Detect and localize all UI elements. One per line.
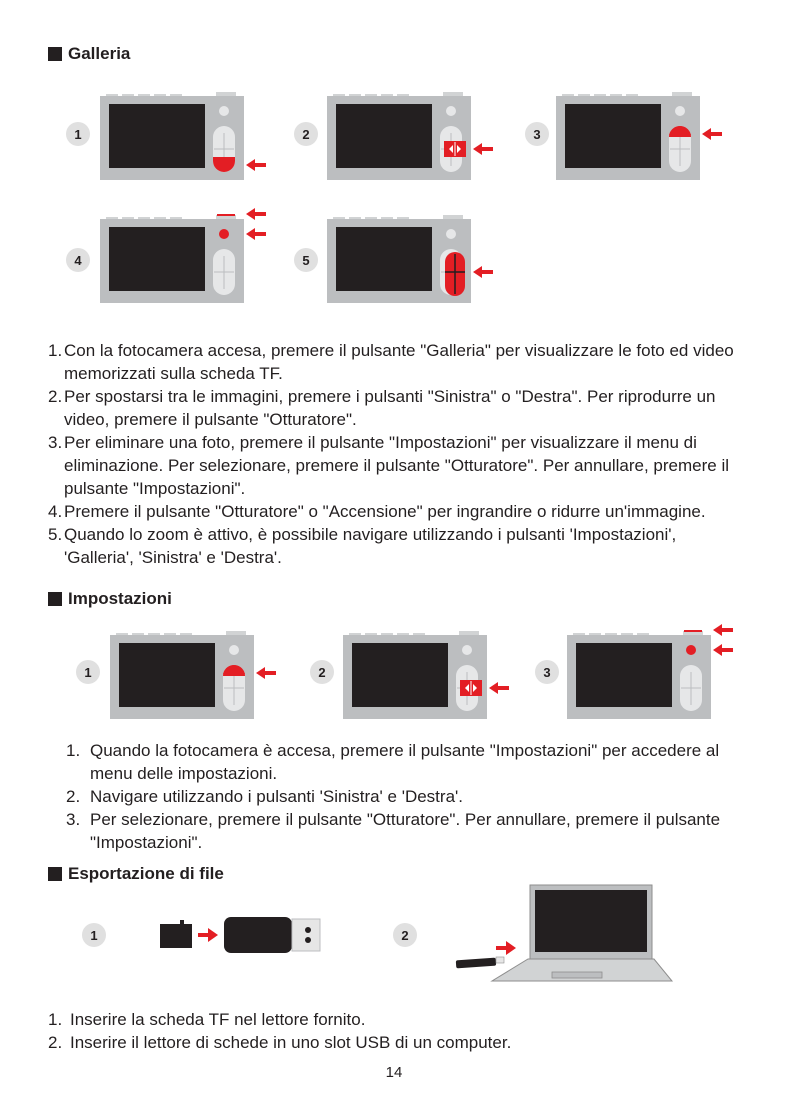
- red-arrow-icon: [198, 928, 218, 942]
- step-badge: 1: [66, 122, 90, 146]
- power-button: [226, 631, 246, 635]
- red-arrow-icon: [489, 682, 509, 694]
- camera-screen: [565, 104, 661, 168]
- settings-button: [686, 645, 696, 655]
- camera-illustration: [556, 91, 707, 180]
- settings-button: [462, 645, 472, 655]
- camera-screen: [576, 643, 672, 707]
- camera-screen: [352, 643, 448, 707]
- red-arrow-icon: [246, 228, 266, 240]
- section-title: Galleria: [68, 44, 131, 63]
- power-button: [672, 92, 692, 96]
- red-arrow-icon: [473, 143, 493, 155]
- camera-screen: [336, 104, 432, 168]
- red-arrow-icon: [713, 624, 733, 636]
- camera-illustration: [567, 630, 718, 719]
- step-badge: 1: [76, 660, 100, 684]
- list-item: 3. Per selezionare, premere il pulsante "Otturatore". Per annullare, premere il pulsante "Impostazioni".: [66, 810, 721, 852]
- list-item: 5. Quando lo zoom è attivo, è possibile navigare utilizzando i pulsanti 'Impostazioni', 'Galleria', 'Sinistra' e 'Destra'.: [48, 525, 677, 567]
- page-number: 14: [385, 1064, 403, 1081]
- red-arrow-icon: [702, 128, 722, 140]
- step-badge: 2: [393, 923, 417, 947]
- camera-illustration: [100, 214, 251, 303]
- camera-illustration: [327, 91, 478, 180]
- laptop-screen: [535, 890, 647, 952]
- camera-illustration: [110, 630, 261, 719]
- usb-plug-icon: [292, 919, 320, 951]
- red-arrow-icon: [713, 644, 733, 656]
- microsd-card-icon: [160, 920, 192, 948]
- power-button: [443, 92, 463, 96]
- camera-screen: [119, 643, 215, 707]
- settings-steps: [66, 739, 756, 854]
- red-arrow-icon: [246, 159, 266, 171]
- step-badge: 5: [294, 248, 318, 272]
- camera-screen: [336, 227, 432, 291]
- section-heading-export: [48, 864, 224, 884]
- gallery-steps: [48, 339, 748, 569]
- card-reader-body: [224, 917, 292, 953]
- list-item: 1. Quando la fotocamera è accesa, premere il pulsante "Impostazioni" per accedere al menu delle impostazioni.: [66, 741, 720, 783]
- list-item: 3. Per eliminare una foto, premere il pulsante "Impostazioni" per visualizzare il menu di eliminazione. Per selezionare, premere il pulsante "Otturatore". Per annullare, premere il pulsante "Impostazioni".: [48, 433, 730, 498]
- camera-screen: [109, 104, 205, 168]
- touchpad: [552, 972, 602, 978]
- heading-square-icon: [48, 592, 62, 606]
- heading-square-icon: [48, 47, 62, 61]
- settings-button: [446, 106, 456, 116]
- camera-screen: [109, 227, 205, 291]
- settings-button: [675, 106, 685, 116]
- settings-button: [219, 106, 229, 116]
- step-badge: 1: [82, 923, 106, 947]
- step-badge: 4: [66, 248, 90, 272]
- list-item: 2. Inserire il lettore di schede in uno slot USB di un computer.: [48, 1033, 512, 1052]
- list-item: 1. Inserire la scheda TF nel lettore fornito.: [48, 1010, 366, 1029]
- section-heading-settings: [48, 589, 172, 609]
- step-badge: 3: [525, 122, 549, 146]
- settings-button: [219, 229, 229, 239]
- section-title: Impostazioni: [68, 589, 172, 608]
- power-button: [443, 215, 463, 219]
- camera-illustration: [327, 214, 478, 303]
- list-item: 4. Premere il pulsante "Otturatore" o "Accensione" per ingrandire o ridurre un'immagine.: [48, 502, 706, 521]
- card-reader-illustration: [158, 914, 324, 956]
- step-badge: 2: [310, 660, 334, 684]
- step-badge: 2: [294, 122, 318, 146]
- laptop-illustration: [452, 883, 674, 983]
- power-button: [459, 631, 479, 635]
- list-item: 2. Navigare utilizzando i pulsanti 'Sinistra' e 'Destra'.: [66, 787, 463, 806]
- list-item: 1. Con la fotocamera accesa, premere il pulsante "Galleria" per visualizzare le foto ed video memorizzati sulla scheda TF.: [48, 341, 734, 383]
- section-heading-gallery: [48, 44, 130, 64]
- card-reader-icon: [456, 958, 496, 969]
- list-item: 2. Per spostarsi tra le immagini, premere i pulsanti "Sinistra" o "Destra". Per riprodurre un video, premere il pulsante "Otturatore".: [48, 387, 716, 429]
- heading-square-icon: [48, 867, 62, 881]
- settings-button: [229, 645, 239, 655]
- export-steps: [48, 1008, 748, 1054]
- camera-illustration: [343, 630, 494, 719]
- settings-button: [446, 229, 456, 239]
- red-arrow-icon: [246, 208, 266, 220]
- power-button: [216, 92, 236, 96]
- camera-illustration: [100, 91, 251, 180]
- red-arrow-icon: [473, 266, 493, 278]
- red-arrow-icon: [496, 941, 516, 955]
- red-arrow-icon: [256, 667, 276, 679]
- step-badge: 3: [535, 660, 559, 684]
- section-title: Esportazione di file: [68, 864, 224, 883]
